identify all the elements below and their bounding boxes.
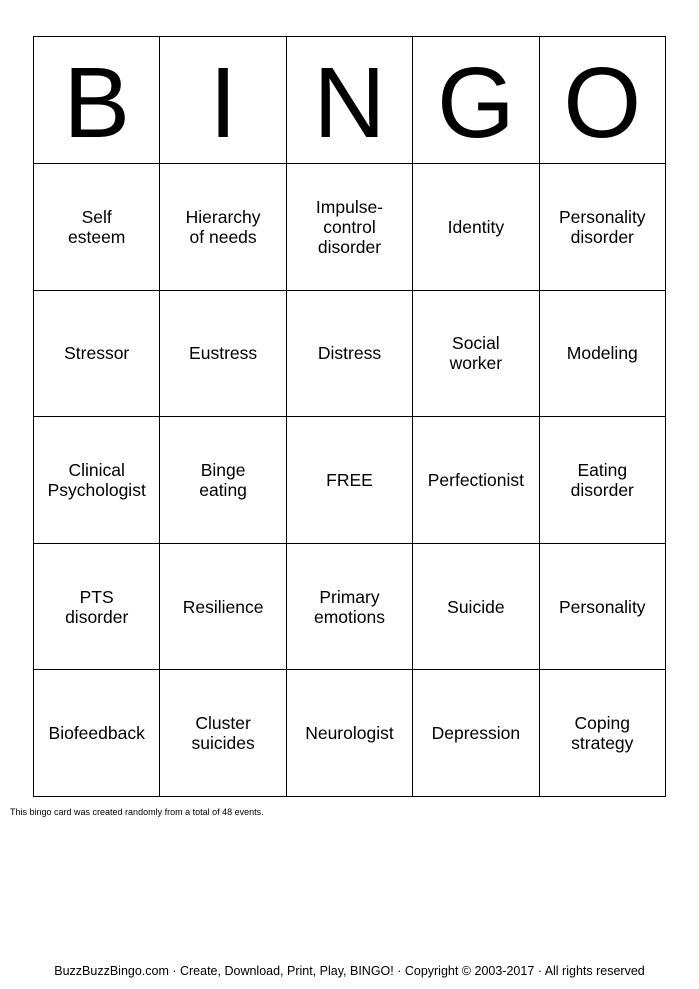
bingo-cell: Resilience (160, 543, 286, 670)
bingo-row-5 (34, 670, 666, 797)
bingo-row-3 (34, 417, 666, 544)
footer-copyright-text: BuzzBuzzBingo.com · Create, Download, Print, Play, BINGO! · Copyright © 2003-2017 · All rights reserved (54, 964, 645, 978)
bingo-cell: Personality (539, 543, 665, 670)
bingo-header-row (34, 37, 666, 164)
bingo-cell: Suicide (413, 543, 539, 670)
page-footer (0, 964, 699, 978)
bingo-cell: Eustress (160, 290, 286, 417)
bingo-cell: PTS disorder (34, 543, 160, 670)
bingo-row-4 (34, 543, 666, 670)
card-generation-note: This bingo card was created randomly from a total of 48 events. (10, 807, 264, 817)
bingo-row-2 (34, 290, 666, 417)
bingo-cell: Depression (413, 670, 539, 797)
header-letter-o: O (539, 37, 665, 164)
header-letter-g: G (413, 37, 539, 164)
bingo-cell: Modeling (539, 290, 665, 417)
bingo-card (33, 36, 666, 797)
bingo-cell: Eating disorder (539, 417, 665, 544)
bingo-cell: Coping strategy (539, 670, 665, 797)
bingo-cell: Perfectionist (413, 417, 539, 544)
bingo-cell: Distress (286, 290, 412, 417)
bingo-cell: Neurologist (286, 670, 412, 797)
bingo-cell: Stressor (34, 290, 160, 417)
bingo-cell: Binge eating (160, 417, 286, 544)
header-letter-n: N (286, 37, 412, 164)
bingo-cell: Clinical Psychologist (34, 417, 160, 544)
bingo-cell: Biofeedback (34, 670, 160, 797)
bingo-cell: Self esteem (34, 164, 160, 291)
header-letter-b: B (34, 37, 160, 164)
bingo-cell: Primary emotions (286, 543, 412, 670)
bingo-free-cell: FREE (286, 417, 412, 544)
bingo-row-1 (34, 164, 666, 291)
bingo-cell: Personality disorder (539, 164, 665, 291)
bingo-cell: Social worker (413, 290, 539, 417)
bingo-cell: Identity (413, 164, 539, 291)
bingo-cell: Cluster suicides (160, 670, 286, 797)
header-letter-i: I (160, 37, 286, 164)
bingo-cell: Impulse-control disorder (286, 164, 412, 291)
bingo-cell: Hierarchy of needs (160, 164, 286, 291)
